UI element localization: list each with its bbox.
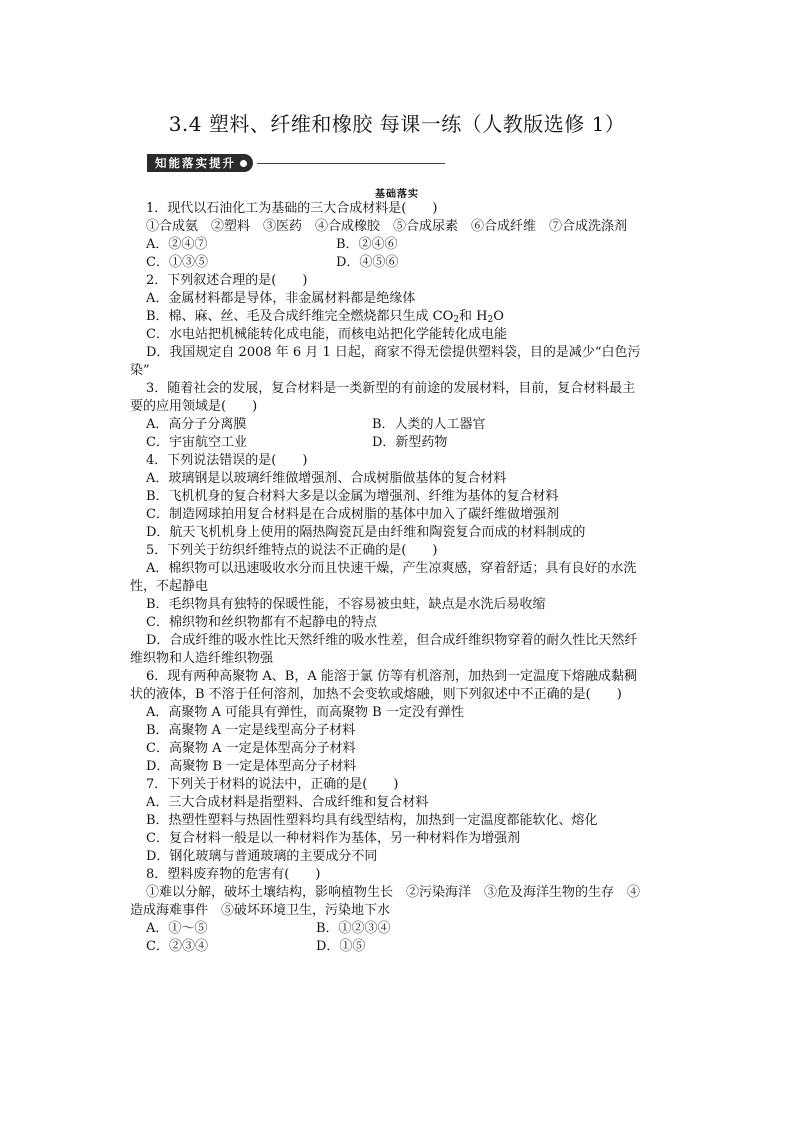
option-a: A．三大合成材料是指塑料、合成纤维和复合材料 <box>146 795 429 810</box>
option-b <box>130 308 670 326</box>
option-d: D．合成纤维的吸水性比天然纤维的吸水性差，但合成纤维织物穿着的耐久性比天然纤 <box>146 633 638 648</box>
question-stem-cont: 状的液体，B 不溶于任何溶剂，加热不会变软或熔融，则下列叙述中不正确的是( ) <box>130 687 622 702</box>
option-a: A．①～⑤ <box>146 921 208 936</box>
option-b: B．②④⑥ <box>336 237 398 252</box>
bullet-dot-icon <box>240 160 247 167</box>
option-d: D．④⑤⑥ <box>336 255 399 270</box>
question-items: ①合成氨 ②塑料 ③医药 ④合成橡胶 ⑤合成尿素 ⑥合成纤维 ⑦合成洗涤剂 <box>146 219 628 234</box>
option-b: B．高聚物 A 一定是线型高分子材料 <box>146 723 356 738</box>
section-label: 基础落实 <box>375 189 419 200</box>
option-row <box>130 416 670 434</box>
banner-rule <box>257 163 445 164</box>
question-7 <box>130 776 670 866</box>
option-c: C．棉织物和丝织物都有不起静电的特点 <box>146 615 377 630</box>
question-2 <box>130 272 670 380</box>
question-stem: 7．下列关于材料的说法中，正确的是( ) <box>146 777 399 792</box>
question-stem: 3．随着社会的发展，复合材料是一类新型的有前途的发展材料，目前，复合材料最主 <box>146 381 636 396</box>
question-5 <box>130 542 670 668</box>
question-stem-cont: 要的应用领域是( ) <box>130 399 258 414</box>
option-c: C．宇宙航空工业 <box>146 435 247 450</box>
option-row <box>130 236 670 254</box>
option-d-cont: 维织物和人造纤维织物强 <box>130 651 274 666</box>
question-6 <box>130 668 670 776</box>
option-row <box>130 434 670 452</box>
option-b: B．热塑性塑料与热固性塑料均具有线型结构，加热到一定温度都能软化、熔化 <box>146 813 598 828</box>
question-stem: 2．下列叙述合理的是( ) <box>146 273 308 288</box>
option-b: B．飞机机身的复合材料大多是以金属为增强剂、纤维为基体的复合材料 <box>146 489 559 504</box>
banner-label: 知能落实提升 <box>155 156 236 170</box>
option-c: C．①③⑤ <box>146 255 208 270</box>
section-banner <box>147 154 445 172</box>
option-a: A．高分子分离膜 <box>146 417 247 432</box>
page-title: 3.4 塑料、纤维和橡胶 每课一练（人教版选修 1） <box>168 112 626 136</box>
question-stem: 5．下列关于纺织纤维特点的说法不正确的是( ) <box>146 543 438 558</box>
option-a: A．②④⑦ <box>146 237 208 252</box>
option-row <box>130 938 670 956</box>
option-c: C．水电站把机械能转化成电能，而核电站把化学能转化成电能 <box>146 327 507 342</box>
option-row <box>130 920 670 938</box>
option-d: D．高聚物 B 一定是体型高分子材料 <box>146 759 357 774</box>
option-c: C．高聚物 A 一定是体型高分子材料 <box>146 741 356 756</box>
question-4 <box>130 452 670 542</box>
option-c: C．②③④ <box>146 939 208 954</box>
option-b-text: B．棉、麻、丝、毛及合成纤维完全燃烧都只生成 CO <box>146 309 454 324</box>
option-b: B．①②③④ <box>316 921 391 936</box>
option-a: A．高聚物 A 可能具有弹性，而高聚物 B 一定没有弹性 <box>146 705 464 720</box>
option-d: D．新型药物 <box>372 435 448 450</box>
question-1 <box>130 200 670 272</box>
option-row <box>130 254 670 272</box>
question-items-cont: 造成海难事件 ⑤破坏环境卫生，污染地下水 <box>130 903 391 918</box>
option-a: A．棉织物可以迅速吸收水分而且快速干燥，产生凉爽感，穿着舒适；具有良好的水洗 <box>146 561 637 576</box>
option-d-cont: 染” <box>130 363 150 378</box>
option-b: B．毛织物具有独特的保暖性能，不容易被虫蛀，缺点是水洗后易收缩 <box>146 597 546 612</box>
question-list <box>130 200 670 956</box>
option-a: A．玻璃钢是以玻璃纤维做增强剂、合成树脂做基体的复合材料 <box>146 471 507 486</box>
option-d: D．①⑤ <box>316 939 366 954</box>
question-stem: 4．下列说法错误的是( ) <box>146 453 308 468</box>
question-stem: 6．现有两种高聚物 A、B，A 能溶于氯 仿等有机溶剂，加热到一定温度下熔融成黏稠 <box>146 669 637 684</box>
question-items: ①难以分解，破坏土壤结构，影响植物生长 ②污染海洋 ③危及海洋生物的生存 ④ <box>146 885 641 900</box>
option-d: D．钢化玻璃与普通玻璃的主要成分不同 <box>146 849 378 864</box>
subscript: 2 <box>487 315 494 325</box>
option-b-text: O <box>493 309 504 324</box>
subscript: 2 <box>453 315 460 325</box>
option-b-text: 和 H <box>459 309 488 324</box>
option-a-cont: 性，不起静电 <box>130 579 209 594</box>
option-d: D．航天飞机机身上使用的隔热陶瓷瓦是由纤维和陶瓷复合而成的材料制成的 <box>146 525 586 540</box>
question-stem: 1．现代以石油化工为基础的三大合成材料是( ) <box>146 201 438 216</box>
option-a: A．金属材料都是导体，非金属材料都是绝缘体 <box>146 291 416 306</box>
option-c: C．复合材料一般是以一种材料作为基体，另一种材料作为增强剂 <box>146 831 520 846</box>
question-stem: 8．塑料废弃物的危害有( ) <box>146 867 321 882</box>
option-b: B．人类的人工器官 <box>372 417 486 432</box>
question-3 <box>130 380 670 452</box>
option-d: D．我国规定自 2008 年 6 月 1 日起，商家不得无偿提供塑料袋，目的是减少“白色污 <box>146 345 641 360</box>
banner-label-box <box>147 154 253 172</box>
question-8 <box>130 866 670 956</box>
option-c: C．制造网球拍用复合材料是在合成树脂的基体中加入了碳纤维做增强剂 <box>146 507 559 522</box>
